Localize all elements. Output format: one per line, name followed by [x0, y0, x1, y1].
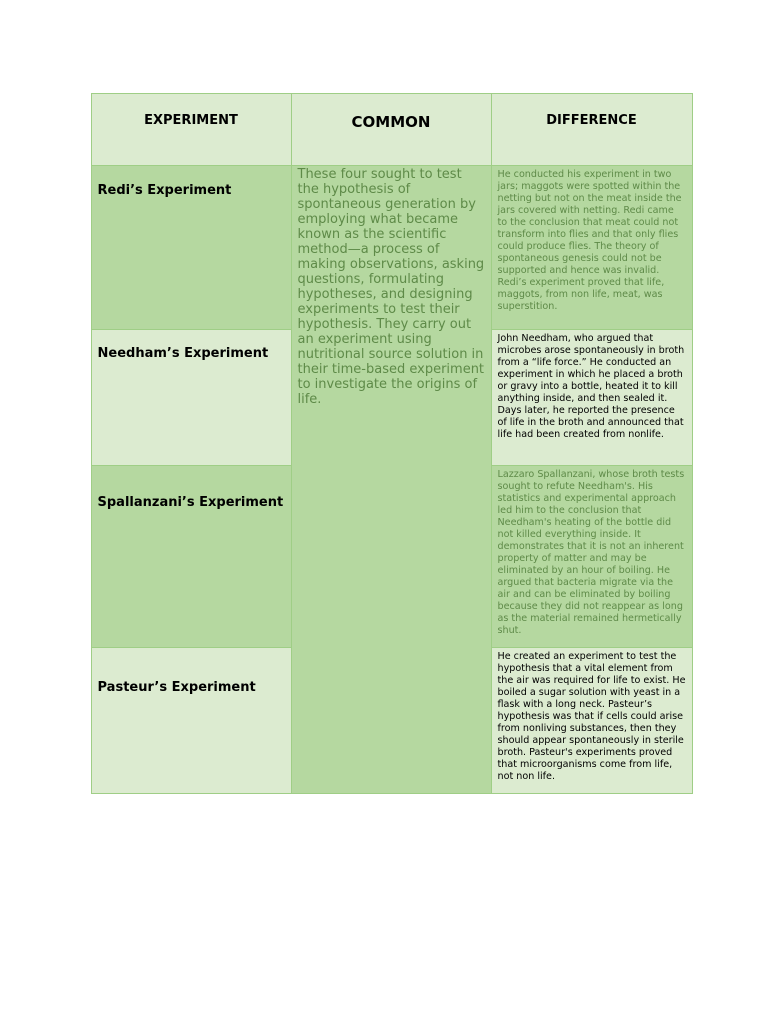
common-description — [291, 165, 492, 794]
experiment-name-spallanzani: Spallanzani’s Experiment — [91, 465, 292, 648]
experiment-name-pasteur: Pasteur’s Experiment — [91, 647, 292, 794]
experiment-name-needham: Needham’s Experiment — [91, 329, 292, 466]
header-difference-label: DIFFERENCE — [546, 112, 637, 128]
experiments-table — [91, 93, 692, 793]
header-difference — [491, 93, 693, 166]
experiment-name-redi: Redi’s Experiment — [91, 165, 292, 330]
common-text: These four sought to test the hypothesis of spontaneous generation by employing what became known as the scientific method—a process of making observations, asking questions, formulating hypotheses, and designing experiments to test their hypothesis. They carry out an experiment using nutritional source solution in their time-based experiment to investigate the origins of life. — [297, 166, 485, 407]
difference-redi: He conducted his experiment in two jars; maggots were spotted within the netting but not on the meat inside the jars covered with netting. Redi came to the conclusion that meat could not transform into flies and that only flies could produce flies. The theory of spontaneous genesis could not be supported and hence was invalid. Redi’s experiment proved that life, maggots, from non life, meat, was superstition. — [491, 165, 693, 330]
header-experiment-label: EXPERIMENT — [144, 112, 238, 128]
header-common-label: COMMON — [351, 112, 431, 131]
header-experiment — [91, 93, 292, 166]
difference-needham: John Needham, who argued that microbes arose spontaneously in broth from a “life force.” He conducted an experiment in which he placed a broth or gravy into a bottle, heated it to kill anything inside, and then sealed it. Days later, he reported the presence of life in the broth and announced that life had been created from nonlife. — [491, 329, 693, 466]
header-common — [291, 93, 492, 166]
difference-spallanzani: Lazzaro Spallanzani, whose broth tests sought to refute Needham's. His statistics and experimental approach led him to the conclusion that Needham's heating of the bottle did not killed everything inside. It demonstrates that it is not an inherent property of matter and may be eliminated by an hour of boiling. He argued that bacteria migrate via the air and can be eliminated by boiling because they did not reappear as long as the material remained hermetically shut. — [491, 465, 693, 648]
difference-pasteur: He created an experiment to test the hypothesis that a vital element from the air was required for life to exist. He boiled a sugar solution with yeast in a flask with a long neck. Pasteur’s hypothesis was that if cells could arise from nonliving substances, then they should appear spontaneously in sterile broth. Pasteur's experiments proved that microorganisms come from life, not non life. — [491, 647, 693, 794]
